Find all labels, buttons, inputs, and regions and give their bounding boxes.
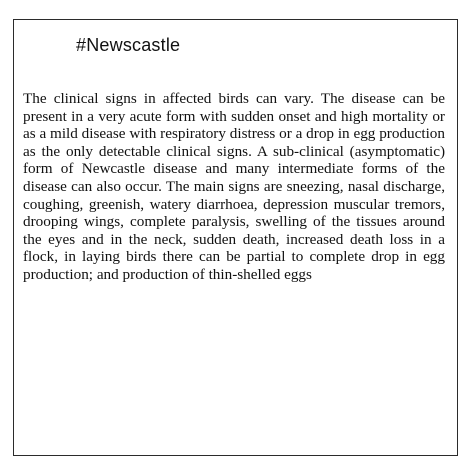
text-card: [13, 19, 458, 456]
hashtag-heading: #Newscastle: [76, 35, 181, 55]
body-paragraph: The clinical signs in affected birds can vary. The disease can be present in a very acute form with sudden onset and high mortality or as a mild disease with respiratory distress or a drop in egg production as the only detectable clinical signs. A sub-clinical (asymptomatic) form of Newcastle disease and many intermediate forms of the disease can also occur. The main signs are sneezing, nasal discharge, coughing, greenish, watery diarrhoea, depression muscular tremors, drooping wings, complete paralysis, swelling of the tissues around the eyes and in the neck, sudden death, increased death loss in a flock, in laying birds there can be partial to complete drop in egg production; and production of thin-shelled eggs: [23, 90, 445, 283]
